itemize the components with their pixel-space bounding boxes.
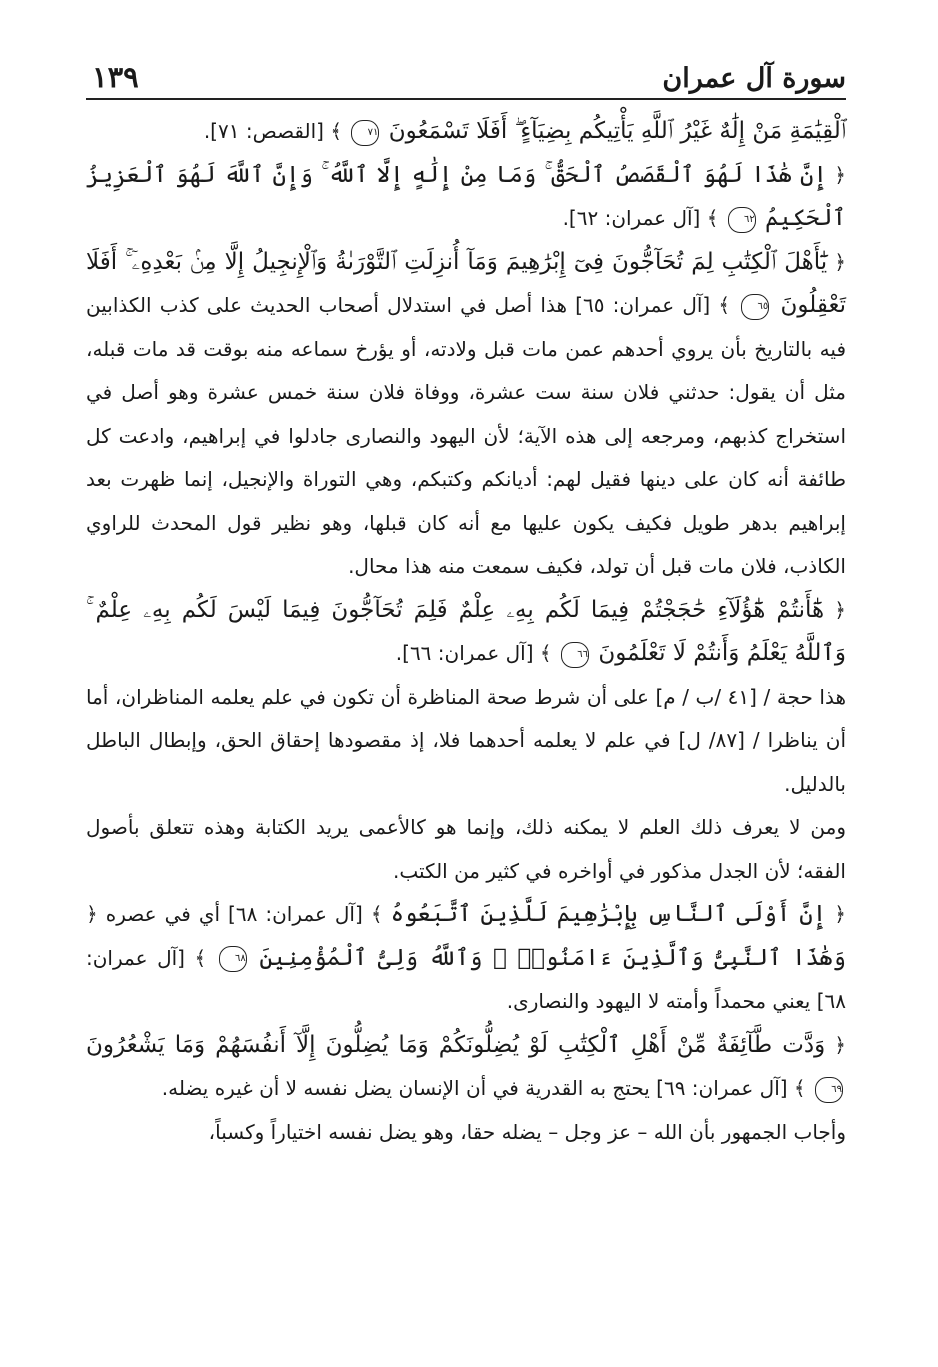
quran-verse: وَدَّت طَّآئِفَةٌ مِّنْ أَهْلِ ٱلْكِتَٰبِ لَوْ يُضِلُّونَكُمْ وَمَا يُضِلُّونَ إِلَّآ أَنفُسَهُمْ وَمَا يَشْعُرُونَ (86, 1031, 826, 1058)
book-page (86, 40, 846, 1337)
ayah-number-marker: ٦٨ (219, 946, 247, 972)
quran-open-bracket: ﴿ (834, 902, 847, 926)
paragraph (86, 1111, 846, 1155)
paragraph (86, 241, 846, 589)
page-number: ١٣٩ (92, 60, 139, 94)
page-header (86, 40, 846, 100)
commentary-text: ﴾ [آل عمران: ٦٩] يحتج به القدرية في أن الإنسان يضل نفسه لا أن غيره يضله. (161, 1076, 806, 1100)
quran-verse: إِنَّ أَوْلَى ٱلنَّاسِ بِإِبْرَٰهِيمَ لَلَّذِينَ ٱتَّبَعُوهُ (390, 901, 827, 927)
paragraph (86, 893, 846, 1024)
paragraph (86, 110, 846, 154)
quran-open-bracket: ﴿ (834, 249, 847, 274)
commentary-text: ﴾ [آل عمران: ٦٨] أي في عصره (105, 902, 383, 926)
commentary-text: وأجاب الجمهور بأن الله – عز وجل – يضله حقا، وهو يضل نفسه اختياراً وكسباً، (208, 1119, 846, 1144)
paragraph (86, 806, 846, 893)
quran-verse: هَٰٓأَنتُمْ هَٰٓؤُلَآءِ حَٰجَجْتُمْ فِيمَا لَكُم بِهِۦ عِلْمٌ فَلِمَ تُحَآجُّونَ فِيمَا لَيْسَ لَكُم بِهِۦ عِلْمٌ ۚ وَٱللَّهُ يَعْلَمُ وَأَنتُمْ لَا تَعْلَمُونَ (86, 596, 846, 666)
verse-reference: ﴾ [القصص: ٧١]. (203, 119, 343, 143)
paragraph (86, 1024, 846, 1111)
quran-verse: وَهَٰذَا ٱلنَّبِىُّ وَٱلَّذِينَ ءَامَنُوا۟ ۗ وَٱللَّهُ وَلِىُّ ٱلْمُؤْمِنِينَ (259, 944, 847, 971)
ayah-number-marker: ٦٥ (741, 294, 769, 320)
quran-verse: إِنَّ هَٰذَا لَهُوَ ٱلْقَصَصُ ٱلْحَقُّ ۚ وَمَا مِنْ إِلَٰهٍ إِلَّا ٱللَّهُ ۚ وَإِنَّ ٱللَّهَ لَهُوَ ٱلْعَزِيزُ ٱلْحَكِيمُ (86, 161, 846, 231)
paragraph (86, 154, 846, 241)
quran-verse: ٱلْقِيَٰمَةِ مَنْ إِلَٰهٌ غَيْرُ ٱللَّهِ يَأْتِيكُم بِضِيَآءٍ ۖ أَفَلَا تَسْمَعُونَ (388, 118, 846, 144)
paragraph (86, 676, 846, 807)
verse-reference: ﴾ [آل عمران: ٦٢]. (562, 206, 719, 230)
quran-open-bracket: ﴿ (86, 902, 98, 926)
quran-open-bracket: ﴿ (834, 162, 846, 187)
ayah-number-marker: ٦٩ (815, 1077, 843, 1103)
ayah-number-marker: ٧١ (351, 120, 379, 146)
commentary-text: ومن لا يعرف ذلك العلم لا يمكنه ذلك، وإنما هو كالأعمى يريد الكتابة وهذه تتعلق بأصول الفقه؛ لأن الجدل مذكور في أواخره في كثير من الكتب. (86, 815, 846, 883)
commentary-text: هذا حجة / [٤١ /ب / م] على أن شرط صحة المناظرة أن تكون في علم يعلمه المناظران، أما أن يناظرا / [٨٧/ ل] في علم لا يعلمه أحدهما فلا، إذ مقصودها إحقاق الحق، وإبطال الباطل بالدليل. (86, 684, 847, 796)
commentary-text: ﴾ [آل عمران: ٦٨] يعني محمداً وأمته لا اليهود والنصارى. (86, 945, 846, 1013)
quran-verse: يَٰٓأَهْلَ ٱلْكِتَٰبِ لِمَ تُحَآجُّونَ فِىٓ إِبْرَٰهِيمَ وَمَآ أُنزِلَتِ ٱلتَّوْرَىٰةُ وَٱلْإِنجِيلُ إِلَّا مِنۢ بَعْدِهِۦٓ ۚ أَفَلَا تَعْقِلُونَ (86, 248, 847, 318)
ayah-number-marker: ٦٢ (728, 207, 756, 233)
paragraph (86, 589, 846, 676)
quran-open-bracket: ﴿ (834, 1032, 847, 1057)
commentary-text: ﴾ [آل عمران: ٦٥] هذا أصل في استدلال أصحاب الحديث على كذب الكذابين فيه بالتاريخ بأن يروي أحدهم عمن مات قبل ولادته، أو يؤرخ سماعه منه بوقت قد مات قبله، مثل أن يقول: حدثني فلان سنة ست عشرة، ووفاة فلان سنة خمس عشرة وهو أصل في استخراج كذبهم، ومرجعه إلى هذه الآية؛ لأن اليهود والنصارى جادلوا في إبراهيم، وادعت كل طائفة أنه كان على دينها فقيل لهم: أديانكم وكتبكم، وهي التوراة والإنجيل، إنما ظهرت بعد إبراهيم بدهر طويل فكيف يكون عليها مع أنه كان قبلها، وهو نظير قول المحدث للراوي الكاذب، فلان مات قبل أن تولد، فكيف سمعت منه هذا محال. (86, 293, 846, 578)
verse-reference: ﴾ [آل عمران: ٦٦]. (395, 641, 552, 665)
quran-open-bracket: ﴿ (834, 597, 846, 622)
page-content (86, 110, 846, 1154)
ayah-number-marker: ٦٦ (561, 642, 589, 668)
surah-title: سورة آل عمران (662, 63, 846, 94)
